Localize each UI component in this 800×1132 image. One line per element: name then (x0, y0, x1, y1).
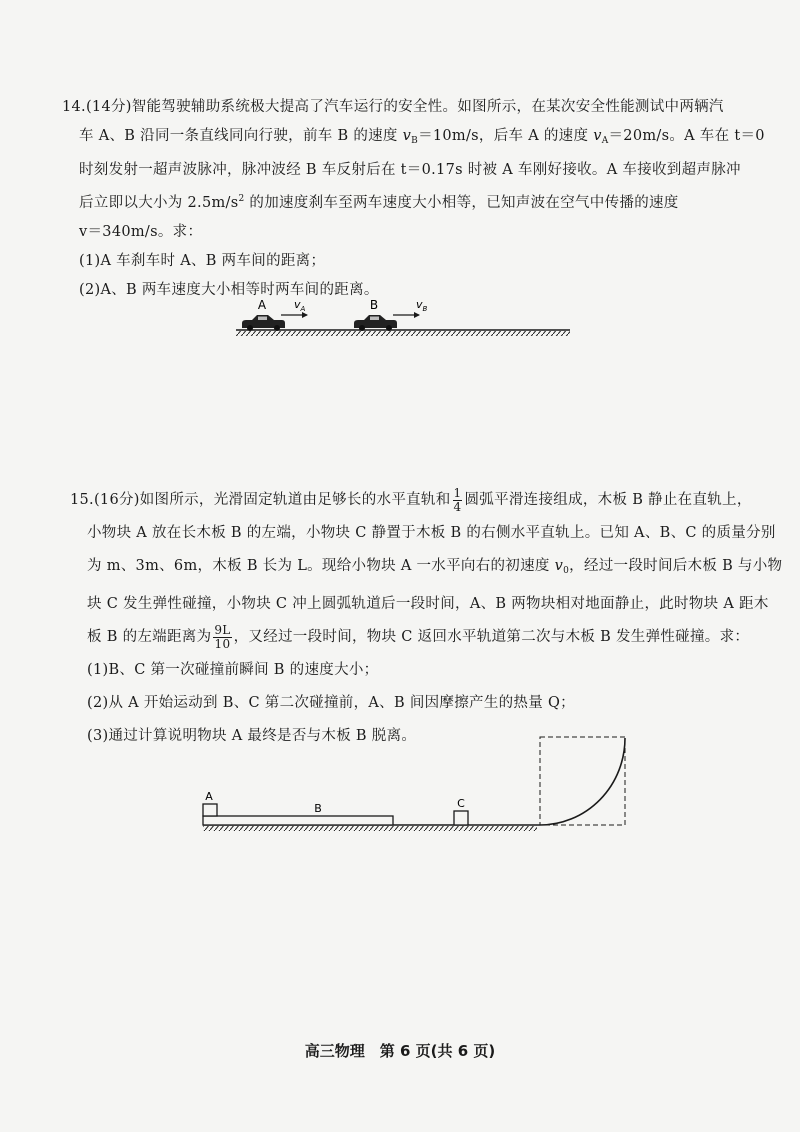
q14-road-hatch (236, 331, 570, 336)
q15-label-a: A (205, 790, 213, 803)
arc-guide-dashed (540, 737, 625, 825)
page-footer: 高三物理 第 6 页(共 6 页) (304, 1042, 496, 1060)
q15-figure (195, 728, 635, 838)
q14-line-2: 车 A、B 沿同一条直线同向行驶，前车 B 的速度 $v_B=10m/s$，后车 A 的速度 $v_A=20m/s$。A 车在 t＝0 (79, 128, 765, 146)
q14-label-a: A (257, 298, 267, 312)
car-a-icon (242, 315, 285, 331)
q15-line-2: 小物块 A 放在长木板 B 的左端，小物块 C 静置于木板 B 的右侧水平直轨上。已知 A、B、C 的质量分别 (87, 525, 776, 541)
q14-sub-2: (2)A、B 两车速度大小相等时两车间的距离。 (79, 282, 379, 298)
q14-velocity-a-label: $v_A$ (294, 298, 306, 313)
q14-line-1: 14.(14分)智能驾驶辅助系统极大提高了汽车运行的安全性。如图所示，在某次安全性能测试中两辆汽 (62, 99, 724, 115)
q15-score: (16分) (93, 492, 140, 508)
block-a (203, 804, 217, 816)
q15-sub-2: (2)从 A 开始运动到 B、C 第二次碰撞前，A、B 间因摩擦产生的热量 Q； (87, 695, 575, 711)
q14-number: 14. (62, 99, 86, 115)
q14-sub-1: (1)A 车刹车时 A、B 两车间的距离； (79, 253, 326, 269)
question-14 (62, 93, 765, 305)
board-b (203, 816, 393, 825)
q15-track-hatch (203, 826, 537, 831)
q15-line-1: 15.(16分)如图所示，光滑固定轨道由足够长的水平直轨和 $\frac{1}{4}$ 圆弧平滑连接组成，木板 B 静止在直轨上， (70, 485, 752, 514)
question-15 (70, 484, 783, 753)
q14-score: (14分) (85, 99, 132, 115)
q15-label-b: B (314, 802, 322, 815)
block-c (454, 811, 468, 825)
car-b-icon (354, 315, 397, 331)
q15-line-3: 为 m、3m、6m，木板 B 长为 L。现给小物块 A 一水平向右的初速度 $v_0$，经过一段时间后木板 B 与小物 (87, 558, 783, 576)
q15-sub-3: (3)通过计算说明物块 A 最终是否与木板 B 脱离。 (87, 728, 417, 744)
q14-line-5: v＝340m/s。求： (79, 224, 203, 240)
q14-line-3: 时刻发射一超声波脉冲，脉冲波经 B 车反射后在 t＝0.17s 时被 A 车刚好接收。A 车接收到超声脉冲 (79, 162, 741, 178)
q15-line-5: 板 B 的左端距离为 $\frac{9L}{10}$ ，又经过一段时间，物块 C 返回水平轨道第二次与木板 B 发生弹性碰撞。求： (87, 622, 750, 651)
q15-label-c: C (457, 797, 465, 810)
velocity-arrow-b (393, 312, 420, 318)
q14-velocity-b-label: $v_B$ (416, 298, 428, 313)
q14-figure (228, 292, 578, 344)
fraction-one-quarter: $\frac{1}{4}$ (453, 485, 462, 514)
q14-line-4: 后立即以大小为 $2.5m/s^2$ 的加速度刹车至两车速度大小相等，已知声波在空气中传播的速度 (79, 194, 679, 211)
q14-label-b: B (369, 298, 379, 312)
fraction-9L-over-10: $\frac{9L}{10}$ (214, 622, 231, 651)
q15-number: 15. (70, 492, 94, 508)
q15-line-4: 块 C 发生弹性碰撞，小物块 C 冲上圆弧轨道后一段时间，A、B 两物块相对地面静止，此时物块 A 距木 (87, 596, 769, 612)
q15-sub-1: (1)B、C 第一次碰撞前瞬间 B 的速度大小； (87, 662, 379, 678)
quarter-arc-track (540, 738, 625, 825)
